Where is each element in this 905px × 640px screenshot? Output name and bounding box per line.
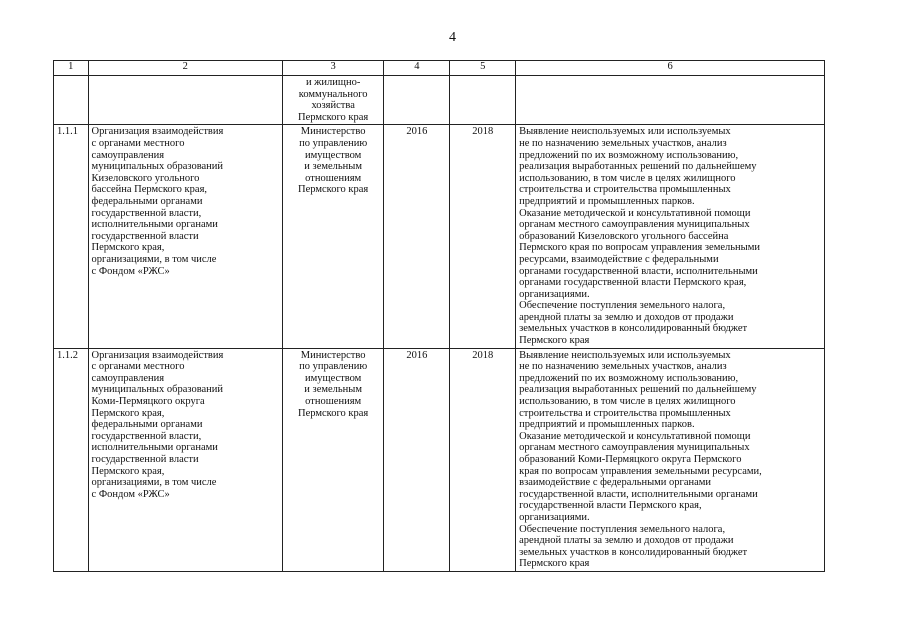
text-line: государственной власти (91, 230, 199, 242)
cell-col6 (516, 125, 825, 348)
text-line: Организация взаимодействия (91, 349, 224, 361)
text-line: Пермского края (519, 558, 590, 570)
text-line: государственной власти, исполнительными органами (519, 488, 758, 500)
text-line: Обеспечение поступления земельного налога, (519, 523, 726, 535)
cell-num (54, 76, 89, 125)
text-line: органам местного самоуправления муниципальных (519, 219, 750, 231)
text-line: федеральными органами (91, 419, 203, 431)
text-line: отношениям (305, 172, 362, 184)
text-line: государственной власти (91, 454, 199, 465)
text-line: арендной платы за землю и доходов от продажи (519, 535, 734, 547)
header-row (54, 61, 825, 76)
text-line: предприятий и промышленных парков. (519, 195, 695, 207)
text-line: организациями, в том числе (91, 477, 217, 489)
cell-col2 (88, 125, 282, 348)
text-line: государственной власти, (91, 430, 202, 442)
text-line: использованию, в том числе в целях жилищного (519, 172, 736, 184)
text-line: хозяйства (311, 100, 355, 112)
text-line: органами государственной власти, исполнительными (519, 265, 758, 277)
header-col-3: 3 (282, 61, 384, 76)
cell-col4: 2016 (384, 125, 450, 348)
text-line: Кизеловского угольного (91, 172, 200, 184)
text-line: земельных участков в консолидированный бюджет (519, 323, 748, 335)
header-col-2: 2 (88, 61, 282, 76)
text-line: Пермского края, (91, 465, 165, 477)
text-line: бассейна Пермского края, (91, 184, 208, 196)
text-line: образований Коми-Пермяцкого округа Пермского (519, 454, 742, 465)
cell-col3 (282, 348, 384, 571)
cell-col6 (516, 348, 825, 571)
text-line: Обеспечение поступления земельного налога, (519, 300, 726, 312)
text-line: края по вопросам управления земельными ресурсами, (519, 465, 762, 477)
text-line: образований Кизеловского угольного бассейна (519, 230, 729, 242)
table-row (54, 125, 825, 348)
text-line: использованию, в том числе в целях жилищного (519, 396, 736, 408)
text-line: Организация взаимодействия (91, 126, 224, 138)
text-line: и земельным (304, 384, 363, 396)
cell-col4: 2016 (384, 348, 450, 571)
text-line: Министерство (300, 126, 366, 138)
text-line: Коми-Пермяцкого округа (91, 396, 205, 408)
page-number: 4 (449, 30, 456, 45)
text-line: и жилищно- (305, 77, 361, 88)
text-line: Оказание методической и консультативной помощи (519, 430, 751, 442)
text-line: арендной платы за землю и доходов от продажи (519, 311, 734, 323)
text-line: Пермского края по вопросам управления земельными (519, 242, 760, 254)
text-line: Пермского края (298, 407, 369, 419)
text-line: Пермского края, (91, 407, 165, 419)
cell-col3 (282, 125, 384, 348)
text-line: организациями. (519, 288, 590, 300)
text-line: органам местного самоуправления муниципальных (519, 442, 750, 454)
cell-col5: 2018 (450, 348, 516, 571)
text-line: Оказание методической и консультативной помощи (519, 207, 751, 219)
text-line: предложений по их возможному использованию, (519, 372, 739, 384)
text-line: ресурсами, взаимодействие с федеральными (519, 253, 719, 265)
text-line: имуществом (304, 149, 362, 161)
text-line: исполнительными органами (91, 442, 218, 454)
text-line: федеральными органами (91, 195, 203, 207)
text-line: Пермского края (519, 335, 590, 347)
header-col-5: 5 (450, 61, 516, 76)
document-table (53, 60, 825, 572)
text-line: государственной власти Пермского края, (519, 500, 702, 512)
text-line: по управлению (299, 137, 368, 149)
text-line: земельных участков в консолидированный бюджет (519, 546, 748, 558)
text-line: Выявление неиспользуемых или используемых (519, 349, 731, 361)
text-line: муниципальных образований (91, 161, 224, 173)
text-line: организациями. (519, 511, 590, 523)
table-row (54, 348, 825, 571)
text-line: самоуправления (91, 149, 165, 161)
header-col-6: 6 (516, 61, 825, 76)
text-line: с Фондом «РЖС» (91, 488, 170, 500)
cell-col2 (88, 76, 282, 125)
text-line: с Фондом «РЖС» (91, 265, 170, 277)
text-line: отношениям (305, 396, 362, 408)
text-line: муниципальных образований (91, 384, 224, 396)
text-line: с органами местного (91, 361, 185, 373)
text-line: коммунального (298, 88, 368, 100)
text-line: организациями, в том числе (91, 253, 217, 265)
cell-col5 (450, 76, 516, 125)
text-line: взаимодействие с федеральными органами (519, 477, 712, 489)
cell-num: 1.1.2 (54, 348, 89, 571)
text-line: не по назначению земельных участков, анализ (519, 137, 727, 149)
cell-col2 (88, 348, 282, 571)
text-line: предложений по их возможному использованию, (519, 149, 739, 161)
text-line: Пермского края, (91, 242, 165, 254)
text-line: Пермского края (298, 184, 369, 196)
text-line: имуществом (304, 372, 362, 384)
text-line: государственной власти, (91, 207, 202, 219)
text-line: строительства и строительства промышленных (519, 184, 731, 196)
text-line: исполнительными органами (91, 219, 218, 231)
text-line: с органами местного (91, 137, 185, 149)
cell-col6 (516, 76, 825, 125)
text-line: предприятий и промышленных парков. (519, 419, 695, 431)
cell-col4 (384, 76, 450, 125)
cell-col3 (282, 76, 384, 125)
text-line: органами государственной власти Пермского края, (519, 277, 747, 289)
header-col-4: 4 (384, 61, 450, 76)
text-line: самоуправления (91, 372, 165, 384)
text-line: Министерство (300, 349, 366, 361)
text-line: строительства и строительства промышленных (519, 407, 731, 419)
text-line: Пермского края (298, 111, 369, 123)
cell-num: 1.1.1 (54, 125, 89, 348)
text-line: не по назначению земельных участков, анализ (519, 361, 727, 373)
text-line: по управлению (299, 361, 368, 373)
text-line: и земельным (304, 161, 363, 173)
continuation-row (54, 76, 825, 125)
text-line: реализация выработанных решений по дальнейшему (519, 384, 757, 396)
cell-col5: 2018 (450, 125, 516, 348)
text-line: Выявление неиспользуемых или используемых (519, 126, 731, 138)
text-line: реализация выработанных решений по дальнейшему (519, 161, 757, 173)
header-col-1: 1 (54, 61, 89, 76)
